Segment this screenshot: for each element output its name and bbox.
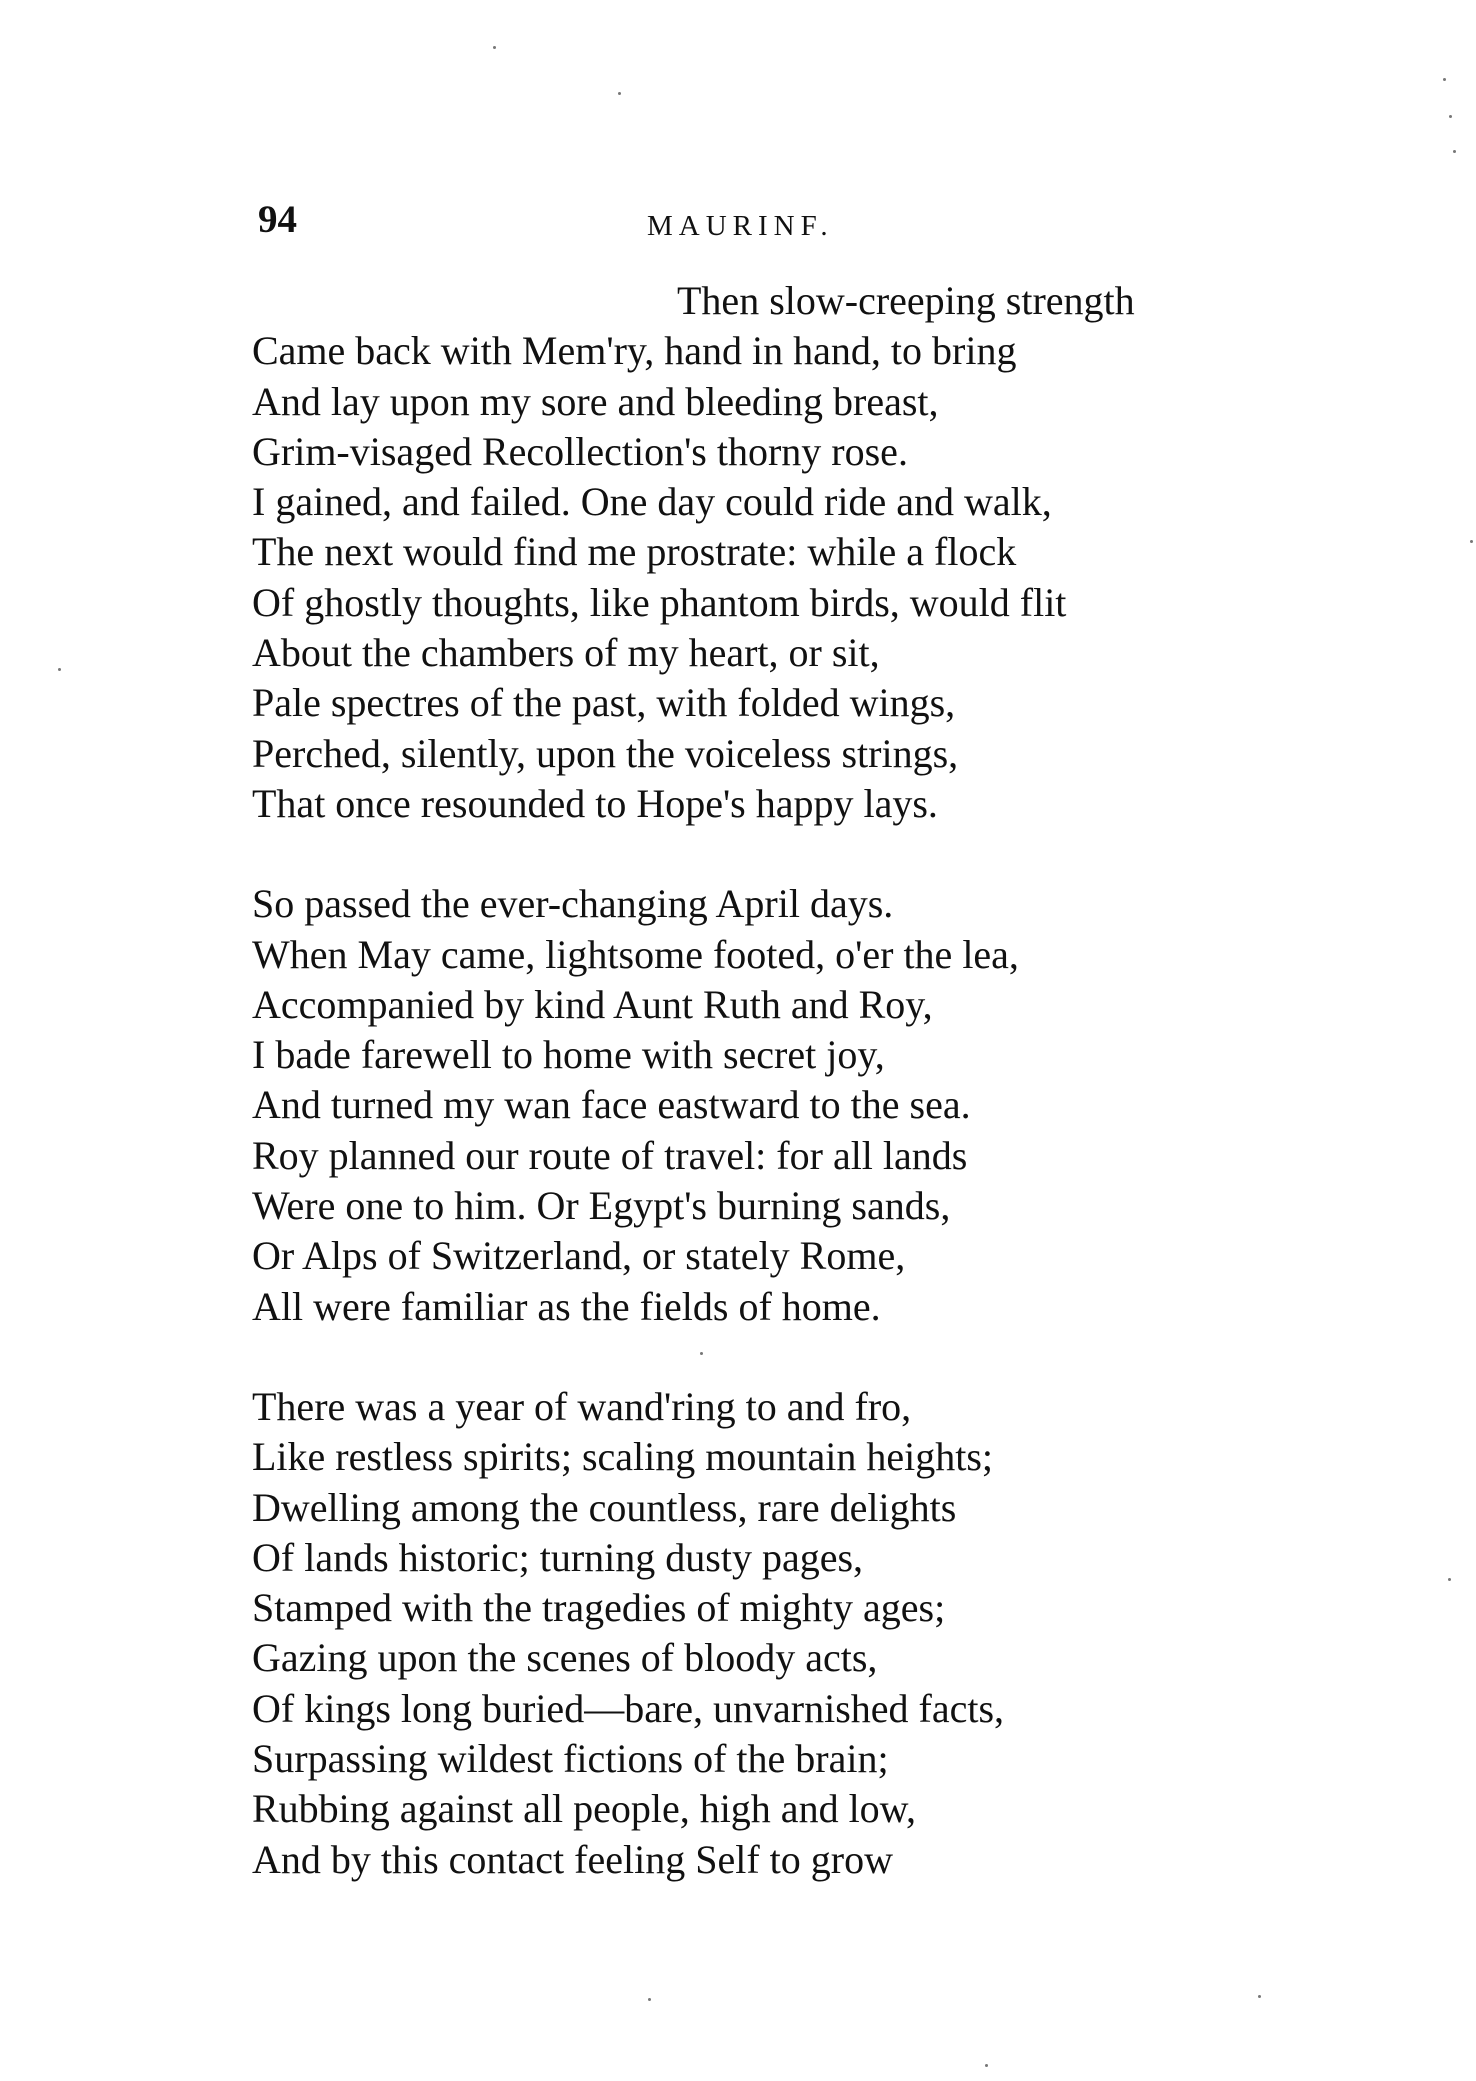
poem-line: Gazing upon the scenes of bloody acts,	[252, 1635, 878, 1681]
page-header	[250, 196, 1250, 256]
poem-line: When May came, lightsome footed, o'er the lea,	[252, 931, 1019, 977]
poem-line: Dwelling among the countless, rare delights	[252, 1484, 957, 1530]
scan-speck	[1453, 150, 1456, 153]
running-title: MAURINF.	[647, 210, 834, 242]
poem-line: Like restless spirits; scaling mountain heights;	[252, 1434, 994, 1480]
poem-line: So passed the ever-changing April days.	[252, 881, 894, 927]
scan-speck	[985, 2064, 988, 2067]
poem-line: Of ghostly thoughts, like phantom birds, would flit	[252, 579, 1067, 625]
poem-line: The next would find me prostrate: while a flock	[252, 529, 1017, 575]
scan-speck	[1449, 115, 1452, 118]
poem-line: Then slow-creeping strength	[677, 278, 1135, 323]
scan-speck	[648, 1998, 651, 2001]
poem-line: Grim-visaged Recollection's thorny rose.	[252, 428, 908, 474]
poem-line: And by this contact feeling Self to grow	[252, 1836, 893, 1882]
poem-line: Were one to him. Or Egypt's burning sands,	[252, 1183, 951, 1229]
page-number: 94	[258, 198, 297, 241]
poem-line: And turned my wan face eastward to the sea.	[252, 1082, 971, 1128]
poem-line: I gained, and failed. One day could ride and walk,	[252, 479, 1052, 525]
scan-speck	[58, 668, 61, 671]
scan-speck	[1470, 540, 1473, 543]
poem-line: I bade farewell to home with secret joy,	[252, 1032, 885, 1078]
poem-line: Of kings long buried—bare, unvarnished facts,	[252, 1685, 1005, 1731]
stanza-3	[252, 1382, 1292, 1885]
poem-line: Roy planned our route of travel: for all lands	[252, 1132, 968, 1178]
stanza-2	[252, 879, 1292, 1332]
poem-body	[252, 276, 1292, 1935]
poem-line: Or Alps of Switzerland, or stately Rome,	[252, 1233, 906, 1279]
poem-line: All were familiar as the fields of home.	[252, 1283, 881, 1329]
poem-line: Came back with Mem'ry, hand in hand, to bring	[252, 328, 1017, 374]
scan-speck	[1443, 78, 1446, 81]
scan-speck	[618, 92, 621, 95]
poem-line: Accompanied by kind Aunt Ruth and Roy,	[252, 981, 933, 1027]
poem-line: That once resounded to Hope's happy lays.	[252, 780, 938, 826]
scan-speck	[700, 1352, 703, 1355]
poem-line: Stamped with the tragedies of mighty ages;	[252, 1585, 946, 1631]
poem-line: Perched, silently, upon the voiceless strings,	[252, 730, 959, 776]
poem-line: And lay upon my sore and bleeding breast,	[252, 378, 939, 424]
poem-line: About the chambers of my heart, or sit,	[252, 630, 880, 676]
poem-line: There was a year of wand'ring to and fro,	[252, 1383, 912, 1429]
scan-speck	[1448, 1578, 1451, 1581]
stanza-1	[252, 276, 1292, 829]
scan-speck	[1258, 1995, 1261, 1998]
poem-line: Pale spectres of the past, with folded wings,	[252, 680, 956, 726]
poem-line: Of lands historic; turning dusty pages,	[252, 1534, 864, 1580]
scan-speck	[493, 46, 496, 49]
poem-line: Rubbing against all people, high and low,	[252, 1786, 916, 1832]
poem-line: Surpassing wildest fictions of the brain;	[252, 1736, 889, 1782]
